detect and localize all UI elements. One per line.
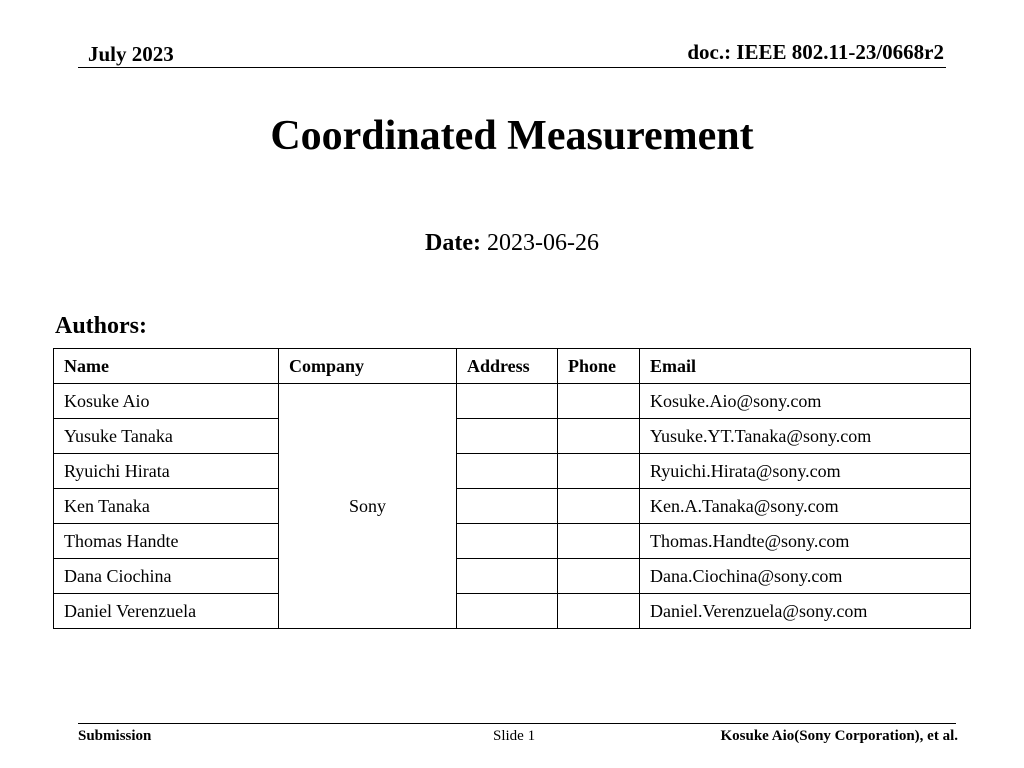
author-email: Thomas.Handte@sony.com — [640, 524, 971, 559]
table-row — [54, 559, 971, 594]
author-name: Thomas Handte — [54, 524, 279, 559]
author-email: Daniel.Verenzuela@sony.com — [640, 594, 971, 629]
author-name: Dana Ciochina — [54, 559, 279, 594]
author-phone — [558, 559, 640, 594]
author-email: Kosuke.Aio@sony.com — [640, 384, 971, 419]
column-header-name: Name — [54, 349, 279, 384]
authors-table — [53, 348, 971, 629]
table-row — [54, 489, 971, 524]
author-phone — [558, 524, 640, 559]
author-address — [457, 454, 558, 489]
author-address — [457, 594, 558, 629]
header-date: July 2023 — [88, 42, 174, 66]
author-company: Sony — [279, 384, 457, 629]
author-name: Ken Tanaka — [54, 489, 279, 524]
header-rule — [78, 67, 946, 68]
author-address — [457, 419, 558, 454]
author-address — [457, 489, 558, 524]
date-line — [0, 230, 1024, 257]
page-title: Coordinated Measurement — [270, 113, 754, 159]
table-row — [54, 524, 971, 559]
author-phone — [558, 489, 640, 524]
author-phone — [558, 454, 640, 489]
table-header-row — [54, 349, 971, 384]
author-name: Ryuichi Hirata — [54, 454, 279, 489]
footer-rule — [78, 723, 956, 724]
author-address — [457, 384, 558, 419]
column-header-company: Company — [279, 349, 457, 384]
authors-heading: Authors: — [55, 313, 148, 339]
table-row — [54, 454, 971, 489]
author-phone — [558, 594, 640, 629]
author-email: Ken.A.Tanaka@sony.com — [640, 489, 971, 524]
date-label: Date: — [425, 230, 481, 256]
table-row — [54, 419, 971, 454]
footer-slide-number: Slide 1 — [493, 728, 536, 744]
author-address — [457, 524, 558, 559]
table-row — [54, 384, 971, 419]
author-name: Kosuke Aio — [54, 384, 279, 419]
footer-submission: Submission — [78, 728, 152, 744]
header-doc-id: doc.: IEEE 802.11-23/0668r2 — [687, 40, 944, 64]
date-value: 2023-06-26 — [486, 230, 599, 256]
author-name: Yusuke Tanaka — [54, 419, 279, 454]
footer-author: Kosuke Aio(Sony Corporation), et al. — [720, 728, 958, 744]
column-header-address: Address — [457, 349, 558, 384]
column-header-phone: Phone — [558, 349, 640, 384]
author-email: Ryuichi.Hirata@sony.com — [640, 454, 971, 489]
author-address — [457, 559, 558, 594]
author-phone — [558, 384, 640, 419]
author-name: Daniel Verenzuela — [54, 594, 279, 629]
table-row — [54, 594, 971, 629]
author-email: Yusuke.YT.Tanaka@sony.com — [640, 419, 971, 454]
column-header-email: Email — [640, 349, 971, 384]
author-phone — [558, 419, 640, 454]
author-email: Dana.Ciochina@sony.com — [640, 559, 971, 594]
